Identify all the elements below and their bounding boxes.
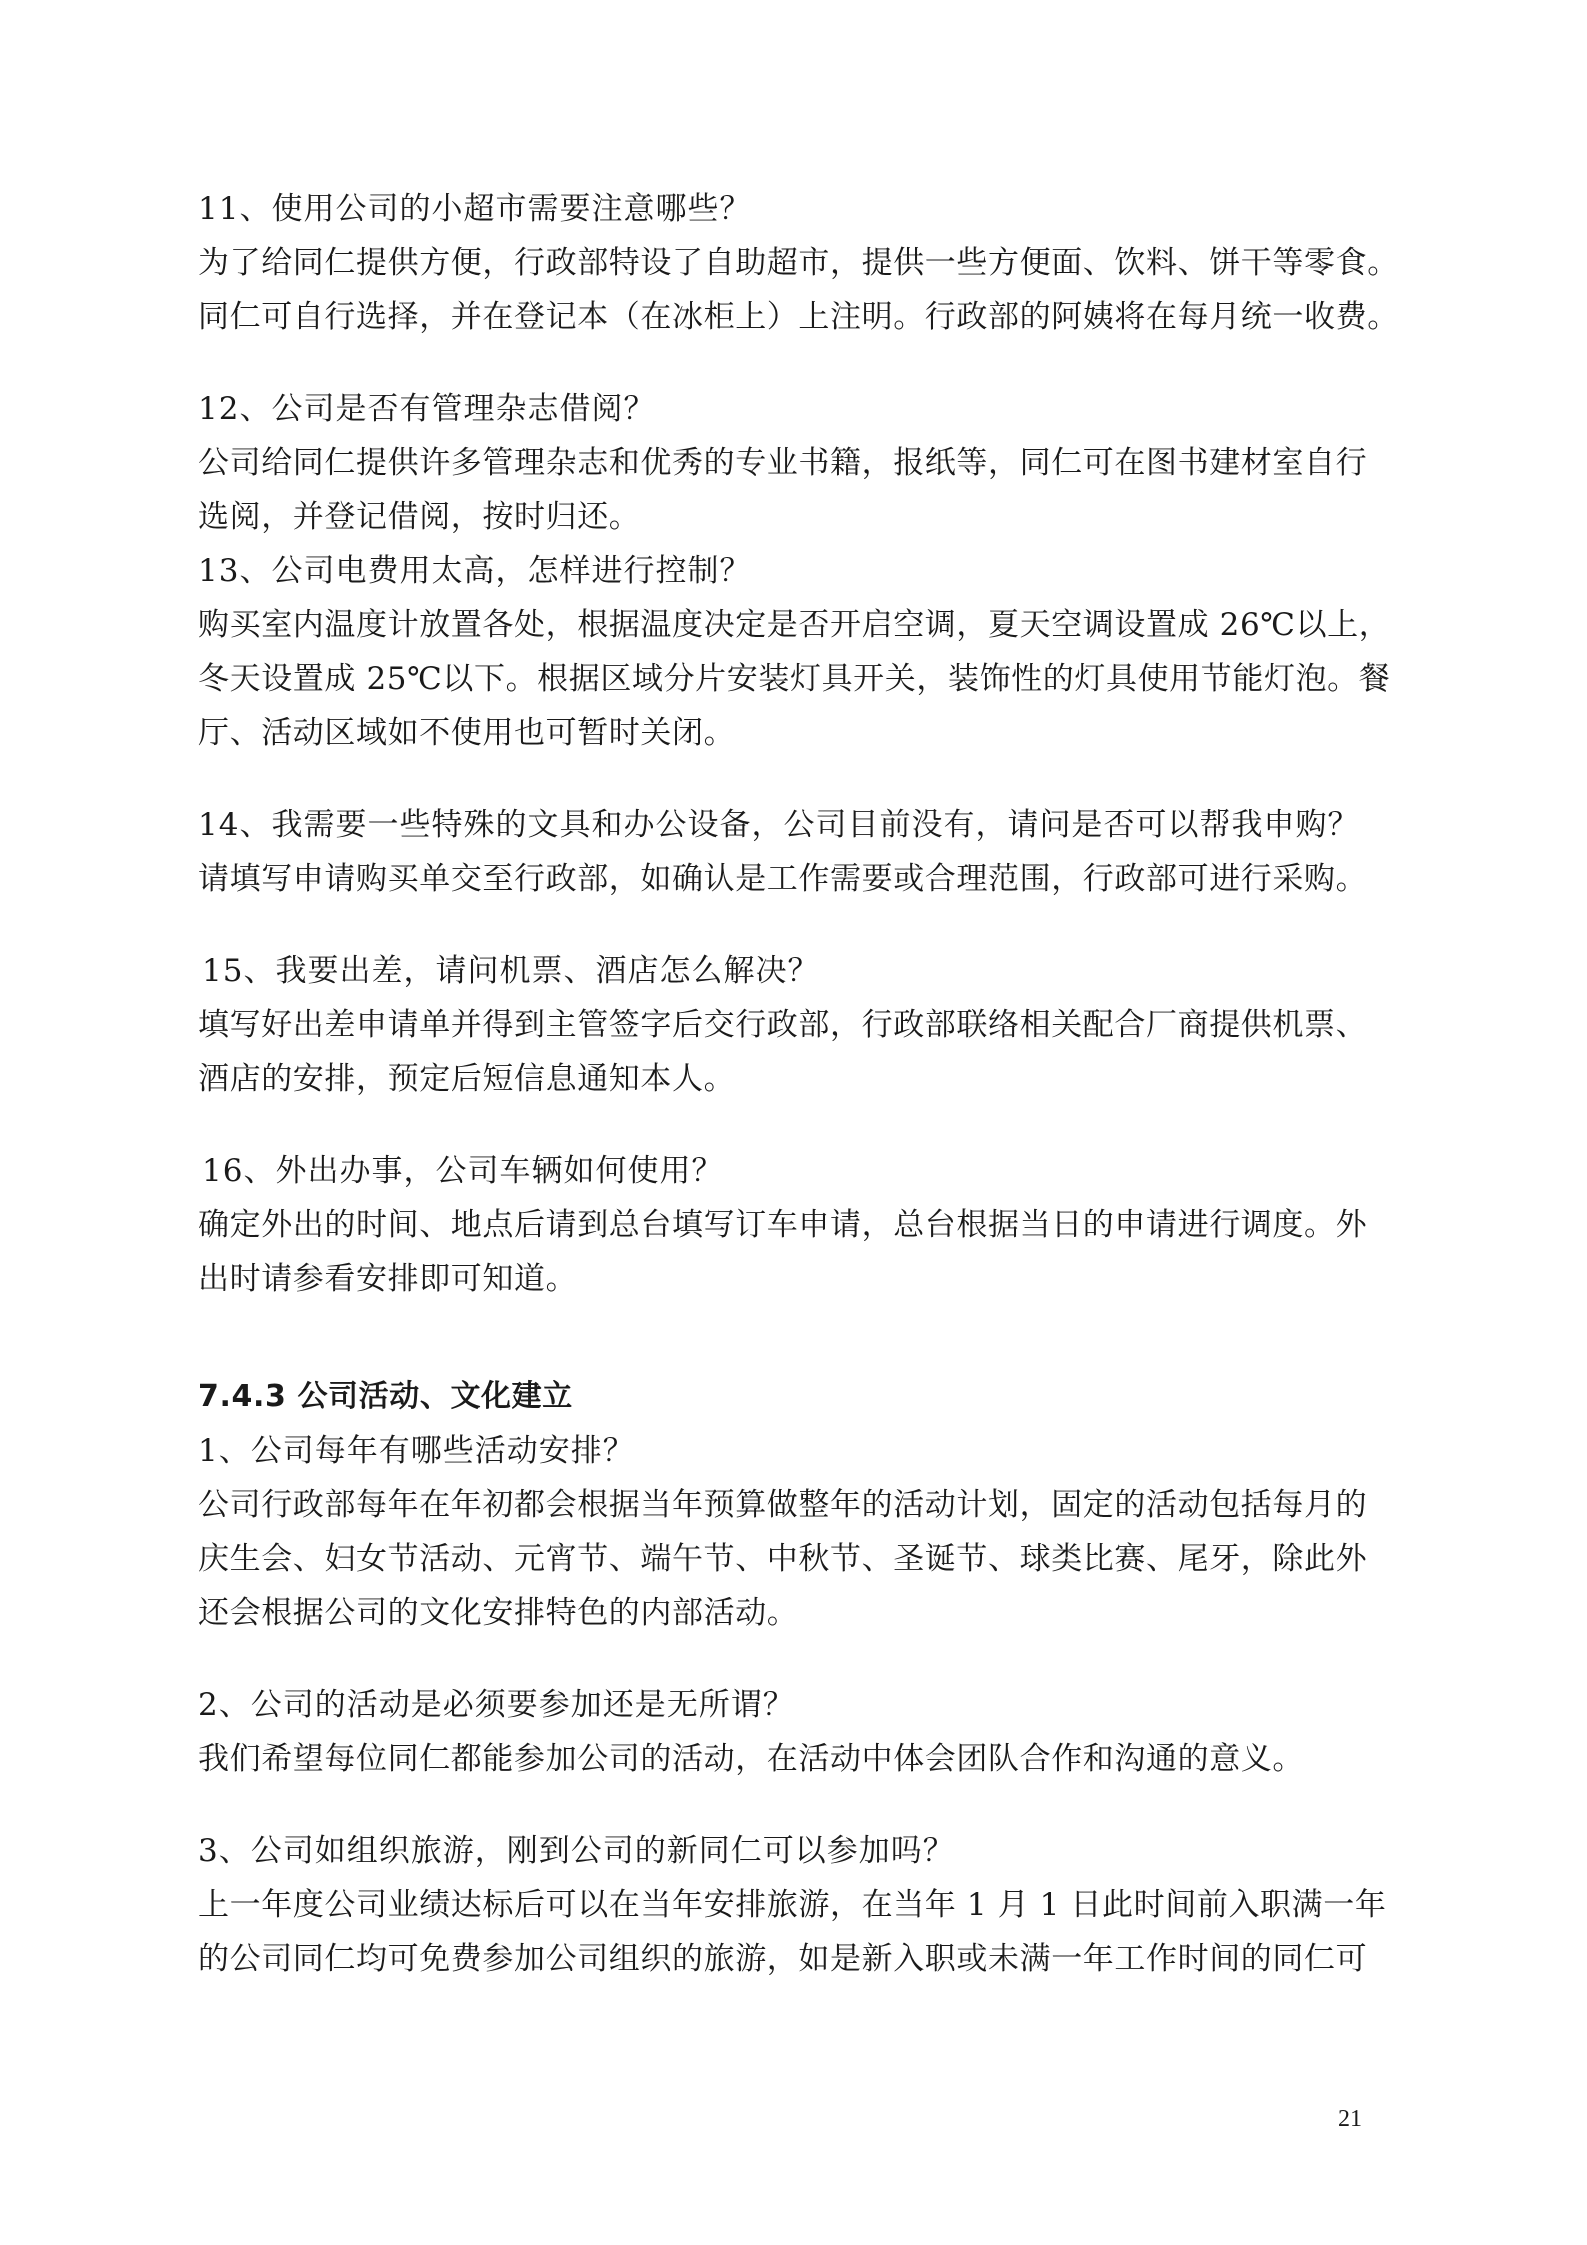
- answer-16-line-2: 出时请参看安排即可知道。: [198, 1261, 578, 1297]
- activity-answer-2-line-1: 我们希望每位同仁都能参加公司的活动，在活动中体会团队合作和沟通的意义。: [198, 1741, 1304, 1777]
- answer-12-line-2: 选阅，并登记借阅，按时归还。: [198, 499, 641, 535]
- activity-question-1: 1、公司每年有哪些活动安排？: [198, 1433, 635, 1469]
- page-number: 21: [1338, 2106, 1362, 2132]
- question-14: 14、我需要一些特殊的文具和办公设备，公司目前没有，请问是否可以帮我申购？: [198, 807, 1360, 843]
- document-body: [198, 182, 1408, 1986]
- activity-answer-1-line-2: 庆生会、妇女节活动、元宵节、端午节、中秋节、圣诞节、球类比赛、尾牙，除此外: [198, 1541, 1368, 1577]
- answer-16-line-1: 确定外出的时间、地点后请到总台填写订车申请，总台根据当日的申请进行调度。外: [198, 1207, 1368, 1243]
- question-13: 13、公司电费用太高，怎样进行控制？: [198, 553, 752, 589]
- question-16: 16、外出办事，公司车辆如何使用？: [202, 1153, 724, 1189]
- answer-13-line-3: 厅、活动区域如不使用也可暂时关闭。: [198, 715, 736, 751]
- question-12: 12、公司是否有管理杂志借阅？: [198, 391, 656, 427]
- answer-13-line-1: 购买室内温度计放置各处，根据温度决定是否开启空调，夏天空调设置成 26℃以上，: [198, 607, 1391, 643]
- activity-question-3: 3、公司如组织旅游，刚到公司的新同仁可以参加吗？: [198, 1833, 955, 1869]
- activity-answer-1-line-1: 公司行政部每年在年初都会根据当年预算做整年的活动计划，固定的活动包括每月的: [198, 1487, 1368, 1523]
- section-heading: 7.4.3 公司活动、文化建立: [198, 1379, 573, 1414]
- answer-15-line-2: 酒店的安排，预定后短信息通知本人。: [198, 1061, 736, 1097]
- question-15: 15、我要出差，请问机票、酒店怎么解决？: [202, 953, 820, 989]
- activity-question-2: 2、公司的活动是必须要参加还是无所谓？: [198, 1687, 795, 1723]
- question-11: 11、使用公司的小超市需要注意哪些？: [198, 191, 752, 227]
- activity-answer-3-line-2: 的公司同仁均可免费参加公司组织的旅游，如是新入职或未满一年工作时间的同仁可: [198, 1941, 1368, 1977]
- answer-11-line-2: 同仁可自行选择，并在登记本（在冰柜上）上注明。行政部的阿姨将在每月统一收费。: [198, 299, 1399, 335]
- activity-answer-3-line-1: 上一年度公司业绩达标后可以在当年安排旅游，在当年 1 月 1 日此时间前入职满一年: [198, 1887, 1387, 1923]
- answer-12-line-1: 公司给同仁提供许多管理杂志和优秀的专业书籍，报纸等，同仁可在图书建材室自行: [198, 445, 1368, 481]
- activity-answer-1-line-3: 还会根据公司的文化安排特色的内部活动。: [198, 1595, 799, 1631]
- answer-14-line-1: 请填写申请购买单交至行政部，如确认是工作需要或合理范围，行政部可进行采购。: [198, 861, 1368, 897]
- answer-11-line-1: 为了给同仁提供方便，行政部特设了自助超市，提供一些方便面、饮料、饼干等零食。: [198, 245, 1399, 281]
- answer-13-line-2: 冬天设置成 25℃以下。根据区域分片安装灯具开关，装饰性的灯具使用节能灯泡。餐: [198, 661, 1391, 697]
- answer-15-line-1: 填写好出差申请单并得到主管签字后交行政部，行政部联络相关配合厂商提供机票、: [198, 1007, 1368, 1043]
